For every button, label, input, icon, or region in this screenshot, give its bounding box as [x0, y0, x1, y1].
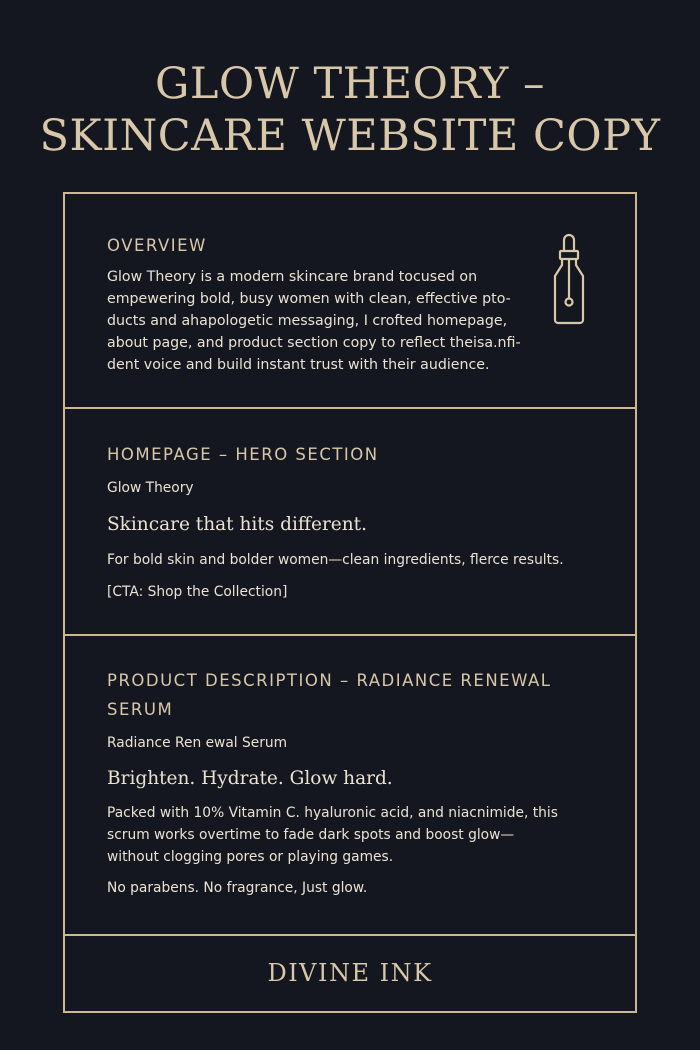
product-description-line: without clogging pores or playing games.	[107, 849, 394, 865]
content-frame	[63, 192, 637, 1013]
overview-section	[65, 194, 635, 408]
page-title	[0, 58, 700, 162]
overview-line: empewering bold, busy women with clean, effective pto-	[107, 291, 511, 307]
overview-heading: OVERVIEW	[107, 236, 207, 255]
product-heading-line-2: SERUM	[107, 700, 174, 719]
product-description-line: Packed with 10% Vitamin C. hyaluronic acid, and niacnimide, this	[107, 805, 558, 821]
title-line-2: SKINCARE WEBSITE COPY	[39, 111, 661, 161]
hero-subhead: For bold skin and bolder women—clean ingredients, flerce results.	[107, 552, 564, 568]
overview-line: about page, and product section copy to reflect theisa.nfi-	[107, 335, 521, 351]
hero-section	[65, 409, 635, 634]
footer-brand: DIVINE INK	[267, 959, 433, 987]
product-closing: No parabens. No fragrance, Just glow.	[107, 880, 368, 896]
product-tagline: Brighten. Hydrate. Glow hard.	[107, 768, 393, 789]
dropper-bottle-icon	[549, 232, 589, 328]
product-name: Radiance Ren ewal Serum	[107, 735, 288, 751]
hero-headline: Skincare that hits different.	[107, 514, 367, 535]
overview-line: dent voice and build instant trust with their audience.	[107, 357, 490, 373]
title-line-1: GLOW THEORY –	[155, 59, 545, 109]
product-section	[65, 636, 635, 934]
product-heading-line-1: PRODUCT DESCRIPTION – RADIANCE RENEWAL	[107, 671, 552, 690]
product-description-line: scrum works overtime to fade dark spots and boost glow—	[107, 827, 515, 843]
overview-line: ducts and ahapologetic messaging, I crofted homepage,	[107, 313, 508, 329]
product-heading	[107, 666, 551, 724]
hero-cta: [CTA: Shop the Collection]	[107, 584, 288, 600]
product-description	[107, 802, 607, 868]
hero-brand: Glow Theory	[107, 480, 194, 496]
section-divider	[65, 934, 635, 936]
overview-text	[107, 266, 567, 376]
hero-heading: HOMEPAGE – HERO SECTION	[107, 445, 379, 464]
overview-line: Glow Theory is a modern skincare brand tocused on	[107, 269, 478, 285]
